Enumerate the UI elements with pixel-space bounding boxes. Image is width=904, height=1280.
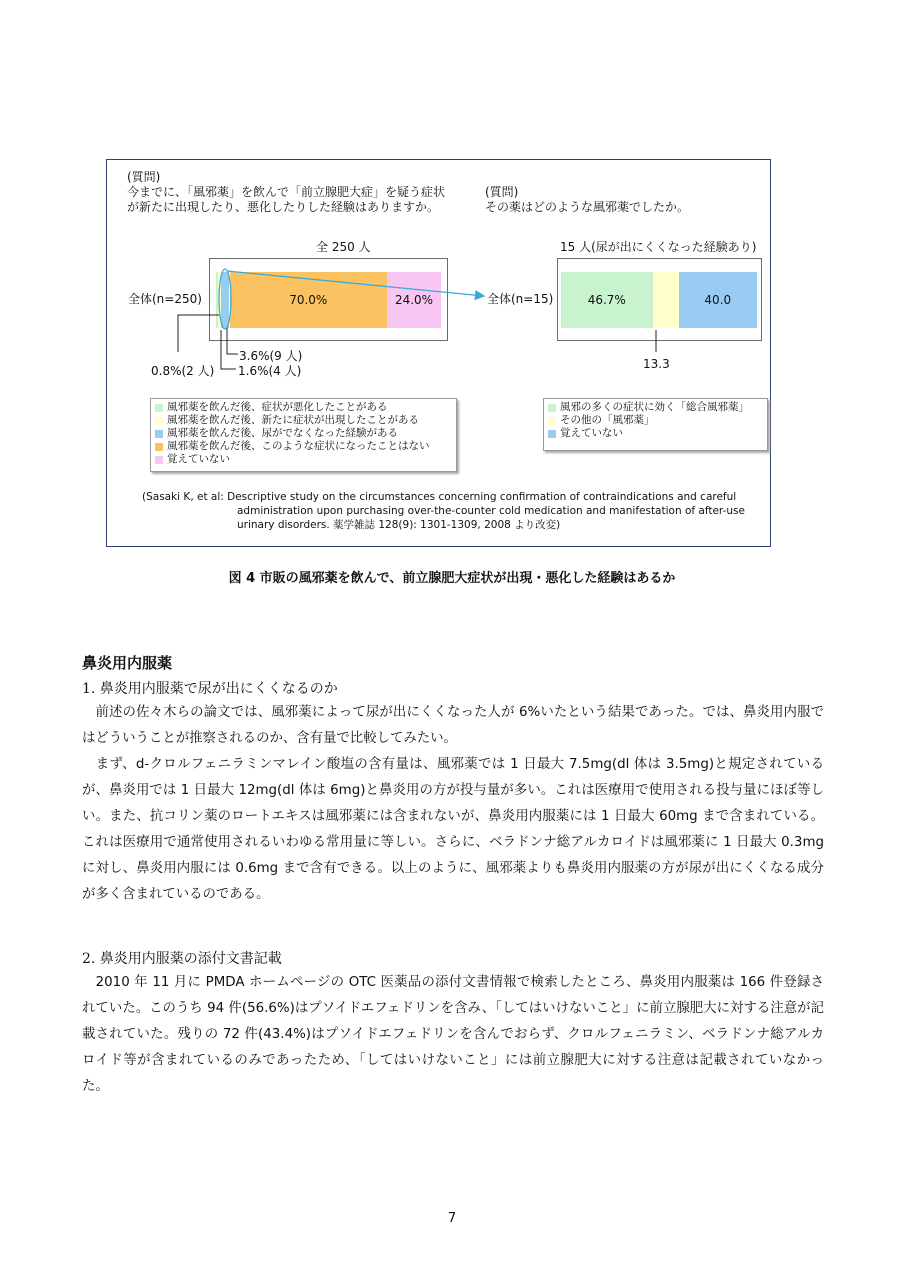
citation-line: urinary disorders. 薬学雑誌 128(9): 1301-1309, 2008 より改変) — [237, 519, 561, 531]
legend-item — [548, 414, 763, 427]
callout-line-3-6 — [227, 328, 238, 354]
legend-item — [548, 427, 763, 440]
legend-label: 風邪薬を飲んだ後、症状が悪化したことがある — [167, 401, 388, 413]
legend-swatch — [155, 417, 163, 425]
question-right-line: その薬はどのような風邪薬でしたか。 — [485, 200, 690, 214]
legend-label: 覚えていない — [560, 427, 623, 439]
question-right-line: (質問) — [485, 185, 519, 199]
legend-swatch — [548, 417, 556, 425]
callout-1-6: 1.6%(4 人) — [238, 364, 302, 378]
legend-swatch — [548, 430, 556, 438]
subsection-title-1: 1. 鼻炎用内服薬で尿が出にくくなるのか — [82, 681, 338, 697]
callout-13-3: 13.3 — [643, 357, 670, 371]
callout-3-6: 3.6%(9 人) — [239, 349, 303, 363]
page-number: 7 — [447, 1211, 457, 1226]
right-row-label: 全体(n=15) — [487, 292, 554, 306]
left-legend — [150, 398, 457, 472]
legend-swatch — [155, 456, 163, 464]
question-left-line: 今までに、「風邪薬」を飲んで「前立腺肥大症」を疑う症状 — [127, 185, 446, 199]
legend-swatch — [155, 404, 163, 412]
callout-line-1-6 — [221, 330, 236, 369]
data-label: 46.7% — [587, 293, 626, 307]
legend-item — [155, 401, 452, 414]
question-left-line: が新たに出現したり、悪化したりした経験はありますか。 — [127, 200, 440, 214]
arrow-line — [227, 271, 484, 296]
legend-label: 風邪薬を飲んだ後、尿がでなくなった経験がある — [167, 427, 398, 439]
data-label: 70.0% — [289, 293, 328, 307]
subsection-title-2: 2. 鼻炎用内服薬の添付文書記載 — [82, 951, 282, 967]
legend-label: その他の「風邪薬」 — [560, 414, 655, 426]
legend-item — [155, 440, 452, 453]
legend-item — [155, 427, 452, 440]
figure-caption: 図 4 市販の風邪薬を飲んで、前立腺肥大症状が出現・悪化した経験はあるか — [228, 571, 676, 586]
highlight-ellipse — [219, 269, 231, 329]
paragraph-2: まず、d-クロルフェニラミンマレイン酸塩の含有量は、風邪薬では 1 日最大 7.5mg(dl 体は 3.5mg)と規定されているが、鼻炎用では 1 日最大 12mg(dl 体は 6mg)と鼻炎用の方が投与量が多い。これは医療用で使用される投与量にほぼ等しい。また、抗コリン薬のロートエキスは風邪薬には含まれないが、鼻炎用内服薬には 1 日最大 60mg まで含まれている。これは医療用で通常使用されるいわゆる常用量に等しい。さらに、ベラドンナ総アルカロイドは風邪薬に 1 日最大 0.3mg に対し、鼻炎用内服には 0.6mg まで含有できる。以上のように、風邪薬よりも鼻炎用内服薬の方が尿が出にくくなる成分が多く含まれているのである。 — [82, 757, 824, 902]
legend-swatch — [155, 443, 163, 451]
section-title: 鼻炎用内服薬 — [82, 654, 173, 672]
data-label: 24.0% — [394, 293, 434, 307]
legend-label: 風邪の多くの症状に効く「総合風邪薬」 — [560, 401, 749, 413]
left-row-label: 全体(n=250) — [128, 292, 202, 306]
chart-left-title: 全 250 人 — [316, 240, 371, 254]
legend-label: 風邪薬を飲んだ後、このような症状になったことはない — [167, 440, 430, 452]
question-left-line: (質問) — [127, 170, 161, 184]
legend-label: 覚えていない — [167, 453, 230, 465]
paragraph-1: 前述の佐々木らの論文では、風邪薬によって尿が出にくくなった人が 6%いたという結果であった。では、鼻炎用内服ではどういうことが推察されるのか、含有量で比較してみたい。 — [82, 705, 824, 746]
data-label: 40.0 — [704, 293, 732, 307]
right-legend — [543, 398, 768, 451]
paragraph-3: 2010 年 11 月に PMDA ホームページの OTC 医薬品の添付文書情報で検索したところ、鼻炎用内服薬は 166 件登録されていた。このうち 94 件(56.6%)はプソイドエフェドリンを含み、「してはいけないこと」に前立腺肥大に対する注意が記載されていた。残りの 72 件(43.4%)はプソイドエフェドリンを含んでおらず、クロルフェニラミン、ベラドンナ総アルカロイド等が含まれているのみであったため、「してはいけないこと」には前立腺肥大に対する注意は記載されていなかった。 — [82, 975, 824, 1094]
citation-line: (Sasaki K, et al: Descriptive study on the circumstances concerning confirmation of contraindications and careful — [142, 491, 737, 503]
legend-item — [548, 401, 763, 414]
callout-0-8: 0.8%(2 人) — [151, 364, 215, 378]
chart-right-title: 15 人(尿が出にくくなった経験あり) — [560, 240, 757, 254]
legend-item — [155, 414, 452, 427]
citation-line: administration upon purchasing over-the-counter cold medication and manifestation of after-use — [237, 505, 745, 517]
callout-line-0-8 — [178, 315, 219, 352]
legend-swatch — [548, 404, 556, 412]
legend-label: 風邪薬を飲んだ後、新たに症状が出現したことがある — [167, 414, 419, 426]
legend-item — [155, 453, 452, 466]
legend-swatch — [155, 430, 163, 438]
